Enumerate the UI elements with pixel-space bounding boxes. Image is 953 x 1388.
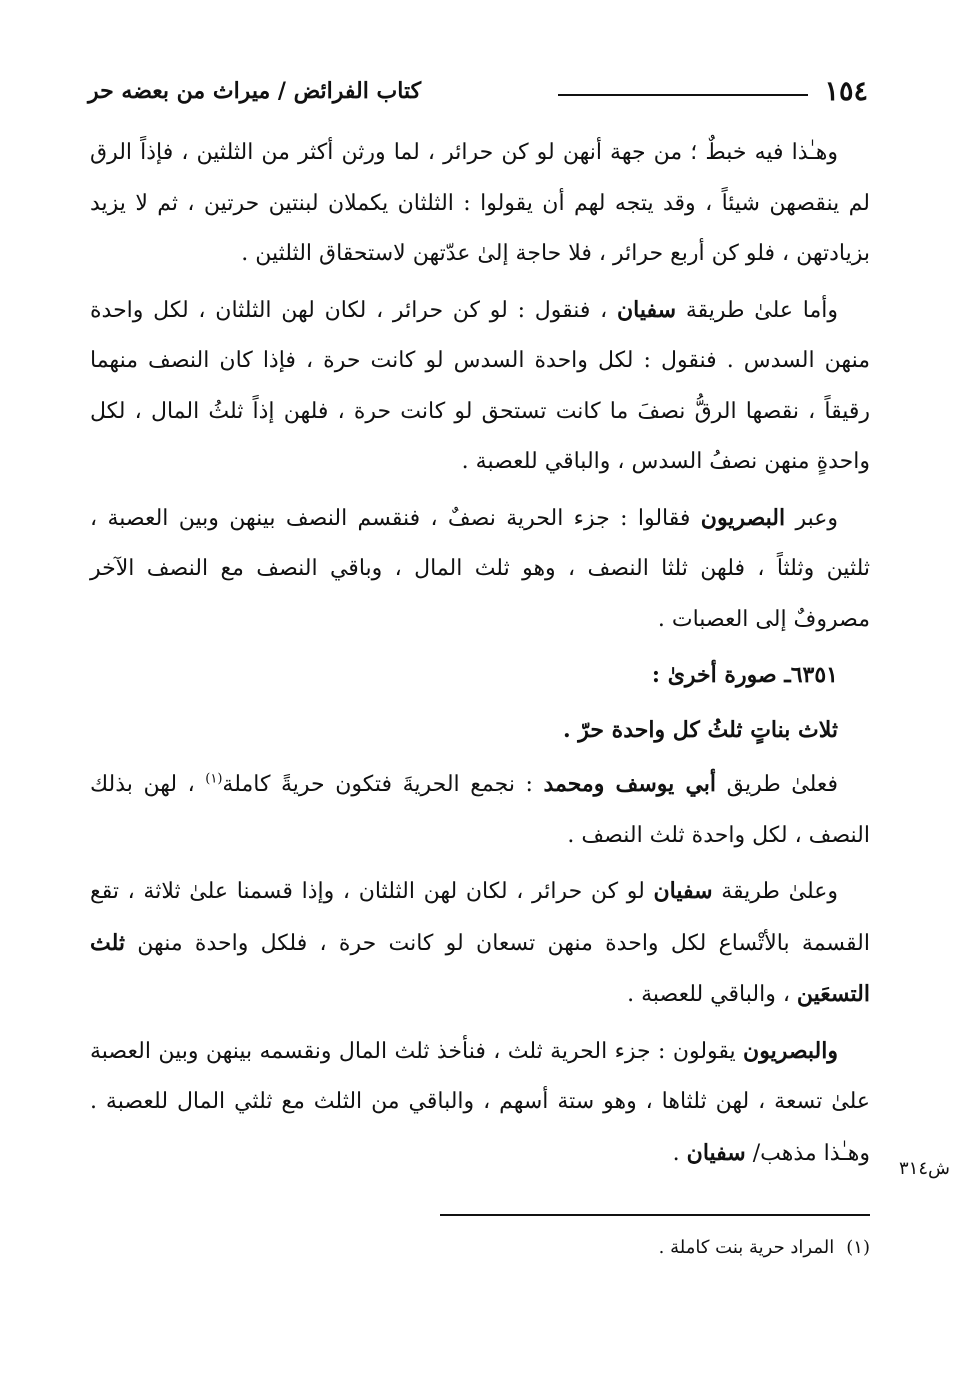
page-number: ١٥٤ [824, 76, 868, 107]
paragraph-text: وهـٰذا فيه خبطٌ ؛ من جهة أنهن لو كن حرائر ، لما ورثن أكثر من الثلثين ، فإذاً الرق لم ينقصهن شيئاً ، وقد يتجه لهم أن يقولوا : الثلثان يكملان لبنتين حرتين ، ثم لا يزيد بزيادتهن ، فلو كن أربع حرائر ، فلا حاجة إلىٰ عدّتهن لاستحقاق الثلثين . [90, 140, 870, 266]
paragraph-4 [90, 759, 870, 861]
paragraph-text: ، فنقول : لو كن حرائر ، لكان لهن الثلثان ، لكل واحدة منهن السدس . فنقول : لكل واحدة السدس لو كانت حرة ، فإذا كان النصف منهما رقيقاً ، نقصها الرقُّ نصفَ ما كانت تستحق لو كانت حرة ، فلهن إذاً ثلثُ المال ، لكل واحدةٍ منهن نصفُ السدس ، والباقي للعصبة . [90, 297, 870, 474]
section-heading: ٦٣٥١ـ صورة أخرىٰ : [651, 662, 838, 688]
paragraph-text: يقولون : جزء الحرية ثلث ، فنأخذ ثلث المال ونقسمه بينهن وبين العصبة علىٰ تسعة ، لهن ثلثاها ، وهو ستة أسهم ، والباقي من الثلث مع ثلثي المال للعصبة . وهـٰذا مذهب/ [90, 1038, 870, 1166]
paragraph-text: وعبر [785, 505, 838, 531]
footnote [90, 1234, 870, 1262]
paragraph-text: ، لهن بذلك النصف ، لكل واحدة ثلث النصف . [90, 772, 870, 848]
paragraph-text: لو كن حرائر ، لكان لهن الثلثان ، وإذا قسمنا علىٰ ثلاثة ، تقع القسمة بالأتْساع لكل واحدة منهن تسعان لو كانت حرة ، فلكل واحدة منهن [90, 879, 870, 956]
paragraph-2 [90, 285, 870, 488]
paragraph-text: وعلىٰ طريقة [712, 879, 838, 904]
bold-name: أبي يوسف ومحمد [543, 771, 717, 797]
paragraph-text: فعلىٰ طريق [716, 772, 839, 797]
paragraph-6 [90, 1026, 870, 1180]
paragraph-text: وأما علىٰ طريقة [676, 297, 838, 323]
paragraph-3 [90, 493, 870, 646]
paragraph-text: . [672, 1140, 687, 1166]
footnote-text: المراد حرية بنت كاملة . [658, 1237, 835, 1258]
page-header [88, 76, 868, 116]
bold-name: البصريون [700, 504, 786, 531]
header-rule [558, 94, 808, 96]
paragraph-5 [90, 866, 870, 1021]
footnote-marker: (١) [846, 1237, 870, 1258]
bold-name: سفيان [653, 878, 713, 904]
margin-note: ش٣١٤ [899, 1158, 950, 1179]
footnote-rule [440, 1214, 870, 1216]
section-subheading: ثلاث بناتٍ ثلثُ كل واحدة حرّ . [562, 716, 838, 743]
footnote-reference[interactable]: (١) [205, 771, 223, 787]
paragraph-text: ، والباقي للعصبة . [627, 982, 797, 1007]
bold-name: سفيان [686, 1139, 746, 1166]
bold-term: ثلث التسعَين [90, 929, 870, 1007]
paragraph-1 [90, 128, 870, 280]
main-text [90, 128, 870, 1184]
bold-name: سفيان [617, 296, 677, 323]
running-title: كتاب الفرائض / ميراث من بعضه حر [88, 78, 422, 104]
paragraph-text: فقالوا : جزء الحرية نصفٌ ، فنقسم النصف بينهن وبين العصبة ، ثلثين وثلثاً ، فلهن ثلثا النصف ، وهو ثلث المال ، وباقي النصف مع النصف الآخر مصروفٌ إلى العصبات . [90, 505, 870, 632]
bold-name: والبصريون [743, 1037, 838, 1064]
paragraph-text: : نجمع الحريةَ فتكون حريةً كاملة [222, 772, 544, 797]
